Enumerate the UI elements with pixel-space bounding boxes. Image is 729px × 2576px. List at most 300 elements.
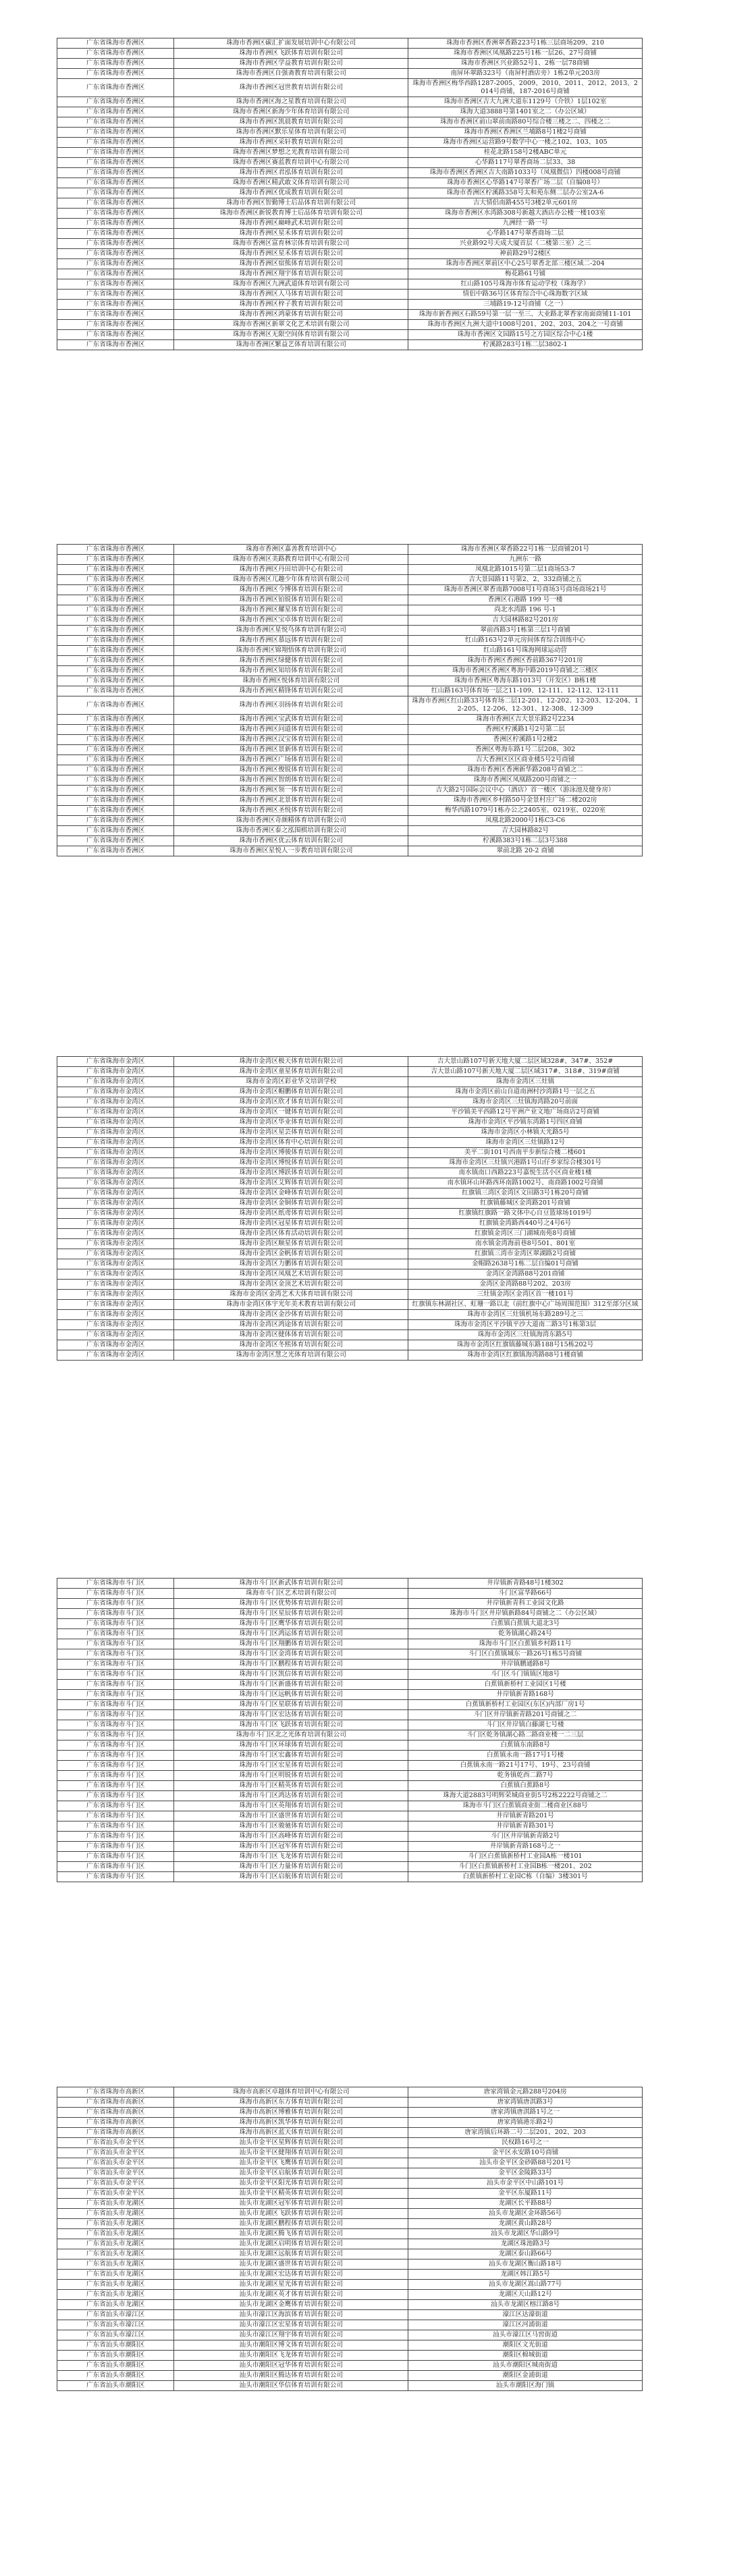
table-row — [57, 744, 643, 755]
region-cell: 广东省汕头市龙湖区 — [57, 2239, 174, 2249]
org-name-cell: 汕头市金平区阳光体育培训有限公司 — [174, 2178, 408, 2188]
region-cell: 广东省汕头市潮阳区 — [57, 2350, 174, 2360]
org-name-cell: 珠海市金湾区欣才体育培训有限公司 — [174, 1097, 408, 1107]
address-cell: 尚北水湾路 196 号-1 — [408, 605, 643, 615]
table-row — [57, 157, 643, 167]
address-cell: 凤凰北路1015号第二层1商场53-7 — [408, 564, 643, 574]
table-row — [57, 1811, 643, 1821]
region-cell: 广东省汕头市龙湖区 — [57, 2299, 174, 2309]
region-cell: 广东省珠海市香洲区 — [57, 58, 174, 68]
address-cell: 唐家湾镇唐淇路1号之一 — [408, 2107, 643, 2117]
table-row — [57, 1087, 643, 1097]
table-row — [57, 208, 643, 218]
org-name-cell: 珠海市高新区东方体育培训有限公司 — [174, 2097, 408, 2107]
org-name-cell: 珠海市香洲区星悦鸟体育培训有限公司 — [174, 625, 408, 635]
region-cell: 广东省珠海市香洲区 — [57, 68, 174, 78]
org-name-cell: 珠海市斗门区星辰体育培训有限公司 — [174, 1608, 408, 1618]
org-name-cell: 珠海市斗门区新武体育培训有限公司 — [174, 1579, 408, 1589]
region-cell: 广东省珠海市金湾区 — [57, 1228, 174, 1238]
address-cell: 珠海市香洲区香洲区兰埔路8号1楼2号商铺 — [408, 127, 643, 137]
address-cell: 红旗镇红旗路一路文体中心自豆篮球场1019号 — [408, 1208, 643, 1218]
region-cell: 广东省珠海市香洲区 — [57, 188, 174, 198]
address-cell: 斗门区富华路66号 — [408, 1588, 643, 1598]
address-cell: 珠海市香洲区乡村路50号金景村庄广场二楼202房 — [408, 795, 643, 805]
region-cell: 广东省珠海市金湾区 — [57, 1198, 174, 1208]
region-cell: 广东省汕头市金平区 — [57, 2147, 174, 2158]
org-name-cell: 珠海市香洲区梓子教育培训有限公司 — [174, 299, 408, 309]
region-cell: 广东省汕头市濠江区 — [57, 2320, 174, 2330]
table-row — [57, 1618, 643, 1628]
org-name-cell: 珠海市斗门区翔鹏体育培训有限公司 — [174, 1639, 408, 1649]
org-name-cell: 珠海市金湾区金顶艺术培训有限公司 — [174, 1279, 408, 1289]
org-name-cell: 珠海市金湾区健体体育培训有限公司 — [174, 1330, 408, 1340]
address-cell: 珠海市香洲区粤海东路1013号（开发区）B栋1楼 — [408, 676, 643, 686]
region-cell: 广东省珠海市斗门区 — [57, 1760, 174, 1770]
org-name-cell: 珠海市斗门区骏驰体育培训有限公司 — [174, 1821, 408, 1831]
region-cell: 广东省汕头市龙湖区 — [57, 2279, 174, 2289]
table-row — [57, 2309, 643, 2320]
table-row — [57, 1669, 643, 1679]
org-name-cell: 珠海市金湾区博悦体育培训有限公司 — [174, 1157, 408, 1168]
org-name-cell: 珠海市香洲区赛蓝教育培训中心有限公司 — [174, 157, 408, 167]
region-cell: 广东省珠海市金湾区 — [57, 1319, 174, 1330]
address-cell: 汕头市龙湖区衡山路18号 — [408, 2259, 643, 2269]
table-row — [57, 1259, 643, 1269]
org-name-cell: 珠海市金湾区童星体育培训有限公司 — [174, 1066, 408, 1076]
table-row — [57, 2299, 643, 2309]
address-cell: 桂花北路158号2楼ABC单元 — [408, 147, 643, 157]
region-cell: 广东省珠海市香洲区 — [57, 228, 174, 238]
table-row — [57, 2370, 643, 2380]
table-row — [57, 1608, 643, 1618]
address-cell: 唐家湾镇金元路288号204房 — [408, 2087, 643, 2098]
table-row — [57, 554, 643, 564]
region-cell: 广东省珠海市金湾区 — [57, 1279, 174, 1289]
region-cell: 广东省珠海市斗门区 — [57, 1669, 174, 1679]
table-row — [57, 1770, 643, 1780]
region-cell: 广东省珠海市香洲区 — [57, 218, 174, 228]
org-name-cell: 珠海市香洲区圣悦体育培训有限公司 — [174, 805, 408, 815]
region-cell: 广东省汕头市金平区 — [57, 2137, 174, 2147]
address-cell: 珠海市斗门区白蕉镇乡村路11号 — [408, 1639, 643, 1649]
region-cell: 广东省珠海市香洲区 — [57, 269, 174, 279]
table-row — [57, 1350, 643, 1360]
address-cell: 珠海市香洲区翠香南路7008号1号商场3号商场商场21号 — [408, 584, 643, 595]
org-name-cell: 珠海市香洲区海之星教育培训有限公司 — [174, 97, 408, 107]
region-cell: 广东省珠海市香洲区 — [57, 289, 174, 299]
table-row — [57, 1309, 643, 1319]
org-name-cell: 汕头市潮阳区华信体育培训有限公司 — [174, 2380, 408, 2390]
region-cell: 广东省珠海市香洲区 — [57, 765, 174, 775]
table-row — [57, 1871, 643, 1882]
address-cell: 金湾区金湾路88号202、203房 — [408, 1279, 643, 1289]
address-cell: 红旗镇金湾区三门湖城南苑8号商铺 — [408, 1228, 643, 1238]
org-name-cell: 珠海市香洲区翔宇体育培训有限公司 — [174, 269, 408, 279]
org-name-cell: 汕头市龙湖区鹏程体育培训有限公司 — [174, 2218, 408, 2228]
table-row — [57, 2380, 643, 2390]
address-cell: 井岸镇新青路168号 — [408, 1689, 643, 1699]
region-cell: 广东省珠海市香洲区 — [57, 97, 174, 107]
org-name-cell: 珠海市斗门区飞龙体育培训有限公司 — [174, 1851, 408, 1861]
address-cell: 唐家湾镇港乐路2号 — [408, 2117, 643, 2127]
region-cell: 广东省珠海市香洲区 — [57, 299, 174, 309]
org-name-cell: 珠海市斗门区启航体育培训有限公司 — [174, 1871, 408, 1882]
address-cell: 三埔路19-12号商铺（之一） — [408, 299, 643, 309]
table-row — [57, 97, 643, 107]
address-cell: 斗门区井岸镇新青路2号 — [408, 1831, 643, 1841]
region-cell: 广东省珠海市斗门区 — [57, 1770, 174, 1780]
table-row — [57, 1780, 643, 1790]
address-cell: 白蕉镇新桥村工业园区1号楼 — [408, 1679, 643, 1689]
region-cell: 广东省珠海市斗门区 — [57, 1750, 174, 1760]
org-name-cell: 珠海市香洲区鸿蒙体育培训有限公司 — [174, 309, 408, 319]
region-cell: 广东省珠海市香洲区 — [57, 744, 174, 755]
region-cell: 广东省汕头市潮阳区 — [57, 2370, 174, 2380]
address-cell: 吉大园林路82号 — [408, 825, 643, 835]
address-cell: 凤凰北路2000号1栋C3-C6 — [408, 815, 643, 825]
address-cell: 红旗镇三湾市金湾区翠湖路2号商铺 — [408, 1249, 643, 1259]
org-name-cell: 珠海市金湾区顺星体育培训有限公司 — [174, 1238, 408, 1249]
table-row — [57, 1831, 643, 1841]
address-cell: 珠海市香洲区凤凰路225号1栋一层26、27号商铺 — [408, 48, 643, 58]
table-row — [57, 1801, 643, 1811]
region-cell: 广东省珠海市香洲区 — [57, 177, 174, 188]
region-cell: 广东省珠海市香洲区 — [57, 107, 174, 117]
org-name-cell: 珠海市香洲区新锐教育博士后品体育培训有限公司 — [174, 208, 408, 218]
org-name-cell: 珠海市金湾区博骏体育培训有限公司 — [174, 1147, 408, 1157]
org-name-cell: 珠海市斗门区英翔体育培训有限公司 — [174, 1801, 408, 1811]
region-cell: 广东省珠海市斗门区 — [57, 1740, 174, 1750]
address-cell: 汕头市金平区中山路101号 — [408, 2178, 643, 2188]
region-cell: 广东省汕头市潮阳区 — [57, 2360, 174, 2370]
address-cell: 九洲东一路 — [408, 554, 643, 564]
region-cell: 广东省汕头市金平区 — [57, 2158, 174, 2168]
region-cell: 广东省珠海市金湾区 — [57, 1087, 174, 1097]
address-cell: 红旗镇藤城区金湾路201号商铺 — [408, 1198, 643, 1208]
region-cell: 广东省珠海市金湾区 — [57, 1340, 174, 1350]
org-name-cell: 珠海市香洲区君泓体育培训有限公司 — [174, 167, 408, 177]
region-cell: 广东省汕头市潮阳区 — [57, 2340, 174, 2350]
table-row — [57, 584, 643, 595]
region-cell: 广东省珠海市斗门区 — [57, 1861, 174, 1871]
address-cell: 珠海市香洲区香洲区粤海中路2019号商铺之三楼区 — [408, 665, 643, 676]
org-name-cell: 珠海市香洲区人马体育培训有限公司 — [174, 289, 408, 299]
region-cell: 广东省珠海市高新区 — [57, 2107, 174, 2117]
org-name-cell: 珠海市香洲区梦想之光教育培训有限公司 — [174, 147, 408, 157]
org-name-cell: 汕头市龙湖区金鹰体育培训有限公司 — [174, 2299, 408, 2309]
org-name-cell: 珠海市香洲区景新体育培训有限公司 — [174, 744, 408, 755]
table-row — [57, 279, 643, 289]
address-cell: 珠海市金湾区三灶镇兴港路1号山仔乡家综合楼301号 — [408, 1157, 643, 1168]
region-cell: 广东省珠海市香洲区 — [57, 835, 174, 846]
table-row — [57, 1628, 643, 1639]
table-row — [57, 665, 643, 676]
region-cell: 广东省珠海市斗门区 — [57, 1801, 174, 1811]
region-cell: 广东省珠海市香洲区 — [57, 584, 174, 595]
org-name-cell: 珠海市金湾区体宇光年美术教育培训有限公司 — [174, 1299, 408, 1309]
table-row — [57, 574, 643, 584]
org-name-cell: 珠海市香洲区碳汇扩面发展培训中心有限公司 — [174, 38, 408, 49]
region-cell: 广东省汕头市龙湖区 — [57, 2228, 174, 2239]
region-cell: 广东省珠海市香洲区 — [57, 665, 174, 676]
address-cell: 珠海市香洲区香洲区香前路367号201房 — [408, 655, 643, 665]
address-cell: 珠海市金湾区红旗镇藤城东路188号15栋202号 — [408, 1340, 643, 1350]
region-cell: 广东省珠海市香洲区 — [57, 564, 174, 574]
region-cell: 广东省珠海市斗门区 — [57, 1659, 174, 1669]
region-cell: 广东省珠海市香洲区 — [57, 38, 174, 49]
table-row — [57, 188, 643, 198]
address-cell: 汕头市潮阳区海门镇 — [408, 2380, 643, 2390]
address-cell: 乾务镇乾西二路7号 — [408, 1770, 643, 1780]
org-name-cell: 汕头市龙湖区腾飞体育培训有限公司 — [174, 2228, 408, 2239]
org-name-cell: 珠海市香洲区优成教育培训有限公司 — [174, 188, 408, 198]
address-cell: 红山路105号珠海市体育运动学校（珠海学） — [408, 279, 643, 289]
org-name-cell: 珠海市斗门区精英体育培训有限公司 — [174, 1780, 408, 1790]
org-name-cell: 珠海市斗门区金湾体育培训有限公司 — [174, 1649, 408, 1659]
org-name-cell: 珠海市香洲区默乐星体育培训有限公司 — [174, 127, 408, 137]
org-name-cell: 珠海市香洲区新海少年体育培训有限公司 — [174, 107, 408, 117]
address-cell: 香洲区粤海东路1号二层208、302 — [408, 744, 643, 755]
address-cell: 珠海大道3888号第1401室之二（办公区域） — [408, 107, 643, 117]
org-name-cell: 汕头市潮阳区冠华体育培训有限公司 — [174, 2360, 408, 2370]
address-cell: 井岸镇鹏通路8号 — [408, 1659, 643, 1669]
region-cell: 广东省珠海市香洲区 — [57, 785, 174, 795]
region-cell: 广东省珠海市香洲区 — [57, 755, 174, 765]
table-row — [57, 198, 643, 208]
address-cell: 汕头市龙湖区金环路56号 — [408, 2208, 643, 2218]
address-cell: 神前路29号2楼区 — [408, 248, 643, 258]
table-row — [57, 137, 643, 147]
org-name-cell: 珠海市斗门区盛世体育培训有限公司 — [174, 1811, 408, 1821]
address-cell: 珠海市金湾区三灶镇 — [408, 1076, 643, 1087]
address-cell: 濠江区达濠街道 — [408, 2309, 643, 2320]
table-row — [57, 1639, 643, 1649]
region-cell: 广东省珠海市香洲区 — [57, 625, 174, 635]
address-cell: 珠海市斗门区井岸镇新路84号商铺之二（办公区域） — [408, 1608, 643, 1618]
org-name-cell: 珠海市金湾区帽鹏体育培训有限公司 — [174, 1087, 408, 1097]
org-name-cell: 汕头市龙湖区星光体育培训有限公司 — [174, 2279, 408, 2289]
region-cell: 广东省汕头市金平区 — [57, 2168, 174, 2178]
region-cell: 广东省汕头市濠江区 — [57, 2309, 174, 2320]
table-row — [57, 218, 643, 228]
table-row — [57, 2208, 643, 2218]
address-cell: 珠海市香洲区文园路15号之方园区综合中心1楼 — [408, 329, 643, 339]
org-name-cell: 珠海市金湾区冠星体育培训有限公司 — [174, 1218, 408, 1228]
table-row — [57, 2350, 643, 2360]
region-cell: 广东省珠海市金湾区 — [57, 1188, 174, 1198]
address-cell: 吉大园林路82号201房 — [408, 615, 643, 625]
org-name-cell: 汕头市濠江区宏星体育培训有限公司 — [174, 2320, 408, 2330]
region-cell: 广东省珠海市斗门区 — [57, 1679, 174, 1689]
address-cell: 白蕉镇白蕉镇大道北3号 — [408, 1618, 643, 1628]
table-row — [57, 1238, 643, 1249]
org-name-cell: 珠海市香洲区宝武体育培训有限公司 — [174, 714, 408, 724]
table-row — [57, 1178, 643, 1188]
address-cell: 南水镇南口西路223号嘉悦生活小区商业楼1楼 — [408, 1168, 643, 1178]
table-row — [57, 1720, 643, 1730]
table-row — [57, 117, 643, 127]
table-row — [57, 289, 643, 299]
table-row — [57, 2127, 643, 2137]
org-name-cell: 珠海市斗门区明锐体育培训有限公司 — [174, 1770, 408, 1780]
org-name-cell: 珠海市金湾区体育中心培训有限公司 — [174, 1137, 408, 1147]
address-cell: 珠海市金湾区三灶镇路12号 — [408, 1137, 643, 1147]
org-name-cell: 珠海市香洲区奇颜精体育培训有限公司 — [174, 815, 408, 825]
table-row — [57, 319, 643, 329]
address-cell: 珠海市香洲区水湾路308号新越大酒店办公楼一楼103室 — [408, 208, 643, 218]
org-name-cell: 珠海市香洲区巅峰武术培训有限公司 — [174, 218, 408, 228]
org-name-cell: 珠海市香洲区美路教育培训中心有限公司 — [174, 554, 408, 564]
address-cell: 唐家湾镇后环路二号二层201、202、203 — [408, 2127, 643, 2137]
org-name-cell: 珠海市金湾区力鹏体育培训有限公司 — [174, 1259, 408, 1269]
org-name-cell: 珠海市金湾区艾辉体育培训有限公司 — [174, 1178, 408, 1188]
address-cell: 汕头市龙湖区华山路9号 — [408, 2228, 643, 2239]
table-5-body — [57, 2087, 643, 2391]
address-cell: 珠海市金湾区三灶镇海湾路20号前面 — [408, 1097, 643, 1107]
table-row — [57, 1249, 643, 1259]
table-row — [57, 339, 643, 350]
region-cell: 广东省珠海市香洲区 — [57, 605, 174, 615]
address-cell: 红旗镇三湾区金湾区文田路3号1栋20号商铺 — [408, 1188, 643, 1198]
table-row — [57, 795, 643, 805]
table-row — [57, 2320, 643, 2330]
address-cell: 南屏环翠路323号（南屏村酒店旁）1栋2单元203房 — [408, 68, 643, 78]
region-cell: 广东省珠海市香洲区 — [57, 846, 174, 856]
address-cell: 红旗镇东林湖社区、虹珊一路以北（前红旗中心广场周围范围）312至部分区域 — [408, 1299, 643, 1309]
table-row — [57, 1689, 643, 1699]
address-cell: 珠海大道2883号明辉荣城商业街5号2栋2222号商铺之二 — [408, 1790, 643, 1801]
org-name-cell: 珠海市金湾区博跃体育培训有限公司 — [174, 1168, 408, 1178]
address-cell: 龙湖区天山路12号 — [408, 2289, 643, 2299]
address-cell: 珠海市香洲区香洲区吉大南路1033号（凤凰微信）四楼008号商铺 — [408, 167, 643, 177]
region-cell: 广东省珠海市斗门区 — [57, 1780, 174, 1790]
org-name-cell: 珠海市香洲区精武敢文体育培训有限公司 — [174, 177, 408, 188]
table-row — [57, 2360, 643, 2370]
address-cell: 珠海市香洲区心华路147号翠香广场二层（自编08号） — [408, 177, 643, 188]
address-cell: 金平区金陵路33号 — [408, 2168, 643, 2178]
org-name-cell: 汕头市龙湖区盛世体育培训有限公司 — [174, 2259, 408, 2269]
org-name-cell: 珠海市斗门区优势体育培训有限公司 — [174, 1598, 408, 1608]
address-cell: 珠海市香洲区翠香路22号1栋一层商铺201号 — [408, 545, 643, 555]
region-cell: 广东省珠海市斗门区 — [57, 1628, 174, 1639]
address-cell: 斗门区井岸镇白藤湖七号楼 — [408, 1720, 643, 1730]
region-cell: 广东省汕头市龙湖区 — [57, 2249, 174, 2259]
address-cell: 南水镇金湾海前巷8号501、801室 — [408, 1238, 643, 1249]
table-3 — [57, 1056, 643, 1361]
region-cell: 广东省珠海市斗门区 — [57, 1699, 174, 1709]
table-row — [57, 127, 643, 137]
org-name-cell: 珠海市斗门区北之光体育培训有限公司 — [174, 1730, 408, 1740]
org-name-cell: 珠海市斗门区冠军体育培训有限公司 — [174, 1841, 408, 1851]
region-cell: 广东省珠海市高新区 — [57, 2117, 174, 2127]
table-row — [57, 1057, 643, 1067]
org-name-cell: 珠海市高新区博雅体育培训有限公司 — [174, 2107, 408, 2117]
region-cell: 广东省珠海市斗门区 — [57, 1579, 174, 1589]
address-cell: 珠海市金湾区小林镇天光路5号 — [408, 1127, 643, 1137]
org-name-cell: 珠海市斗门区鹰华体育培训有限公司 — [174, 1618, 408, 1628]
org-name-cell: 汕头市潮阳区腾达体育培训有限公司 — [174, 2370, 408, 2380]
address-cell: 红旗镇金湾路西440号之4号6号 — [408, 1218, 643, 1228]
address-cell: 吉大路2号国际会议中心（酒店）首一楼区（游泳池及健身房） — [408, 785, 643, 795]
region-cell: 广东省汕头市龙湖区 — [57, 2208, 174, 2218]
org-name-cell: 珠海市高新区凯华体育培训有限公司 — [174, 2117, 408, 2127]
region-cell: 广东省珠海市香洲区 — [57, 635, 174, 645]
address-cell: 珠海市金湾区前山自道南洲村沙湾路1号一层之五 — [408, 1087, 643, 1097]
table-row — [57, 38, 643, 49]
region-cell: 广东省珠海市斗门区 — [57, 1821, 174, 1831]
address-cell: 汕头市濠江区马窖街道 — [408, 2330, 643, 2340]
region-cell: 广东省珠海市香洲区 — [57, 714, 174, 724]
org-name-cell: 珠海市香洲区富育林宗体育培训有限公司 — [174, 238, 408, 248]
org-name-cell: 珠海市香洲区俊锐体育培训有限公司 — [174, 765, 408, 775]
table-row — [57, 835, 643, 846]
table-row — [57, 1289, 643, 1299]
org-name-cell: 珠海市金湾区彩业华文培训学校 — [174, 1076, 408, 1087]
address-cell: 吉大景园路11号第2、2、332商铺之五 — [408, 574, 643, 584]
org-name-cell: 珠海市香洲区北景体育培训有限公司 — [174, 795, 408, 805]
region-cell: 广东省珠海市金湾区 — [57, 1107, 174, 1117]
region-cell: 广东省珠海市金湾区 — [57, 1289, 174, 1299]
region-cell: 广东省珠海市斗门区 — [57, 1598, 174, 1608]
region-cell: 广东省珠海市高新区 — [57, 2087, 174, 2098]
org-name-cell: 珠海市金湾区凤凰艺术培训有限公司 — [174, 1269, 408, 1279]
org-name-cell: 珠海市香洲区宿熊体育培训有限公司 — [174, 258, 408, 269]
table-row — [57, 1740, 643, 1750]
table-row — [57, 147, 643, 157]
table-row — [57, 2198, 643, 2208]
region-cell: 广东省珠海市斗门区 — [57, 1720, 174, 1730]
table-row — [57, 1279, 643, 1289]
table-row — [57, 1107, 643, 1117]
table-row — [57, 2279, 643, 2289]
address-cell: 珠海市香洲区九洲大道中1008号201、202、203、204之一号商铺 — [408, 319, 643, 329]
org-name-cell: 珠海市金湾区慧之光体育培训有限公司 — [174, 1350, 408, 1360]
address-cell: 珠海市金湾区平沙镇平沙大道南二路3号1栋第3层 — [408, 1319, 643, 1330]
region-cell: 广东省汕头市龙湖区 — [57, 2259, 174, 2269]
table-row — [57, 1188, 643, 1198]
table-row — [57, 1659, 643, 1669]
region-cell: 广东省汕头市潮阳区 — [57, 2380, 174, 2390]
table-row — [57, 605, 643, 615]
region-cell: 广东省珠海市斗门区 — [57, 1831, 174, 1841]
region-cell: 广东省珠海市香洲区 — [57, 258, 174, 269]
table-row — [57, 2239, 643, 2249]
address-cell: 白蕉镇东南路8号 — [408, 1740, 643, 1750]
region-cell: 广东省汕头市龙湖区 — [57, 2218, 174, 2228]
region-cell: 广东省珠海市金湾区 — [57, 1127, 174, 1137]
org-name-cell: 珠海市香洲区领一体育培训有限公司 — [174, 785, 408, 795]
address-cell: 白蕉镇新桥村工业园区(东区)内部厂房1号 — [408, 1699, 643, 1709]
address-cell: 斗门区白蕉镇新桥村工业园B栋一楼201、202 — [408, 1861, 643, 1871]
address-cell: 珠海市金湾区三灶镇机场东路289号之三 — [408, 1309, 643, 1319]
region-cell: 广东省珠海市金湾区 — [57, 1309, 174, 1319]
address-cell: 龙湖区泰山路66号 — [408, 2249, 643, 2259]
table-row — [57, 1709, 643, 1720]
address-cell: 金平区东厦路11号 — [408, 2188, 643, 2198]
address-cell: 乾务镇湖心路24号 — [408, 1628, 643, 1639]
address-cell: 汕头市龙湖区嵩山路77号 — [408, 2279, 643, 2289]
address-cell: 潮阳区金浦街道 — [408, 2370, 643, 2380]
table-row — [57, 1851, 643, 1861]
address-cell: 井岸镇新青科工业园文化路 — [408, 1598, 643, 1608]
address-cell: 井岸镇新青路201号 — [408, 1811, 643, 1821]
org-name-cell: 珠海市斗门区鹏程体育培训有限公司 — [174, 1659, 408, 1669]
org-name-cell: 珠海市香洲区精锋体育培训有限公司 — [174, 686, 408, 696]
address-cell: 珠海市香洲区运营路9号数学中心一楼之102、103、105 — [408, 137, 643, 147]
org-name-cell: 珠海市金湾区金沙体育培训有限公司 — [174, 1309, 408, 1319]
address-cell: 红山路161号珠海网球运动营 — [408, 645, 643, 655]
org-name-cell: 珠海市斗门区力量体育培训有限公司 — [174, 1861, 408, 1871]
